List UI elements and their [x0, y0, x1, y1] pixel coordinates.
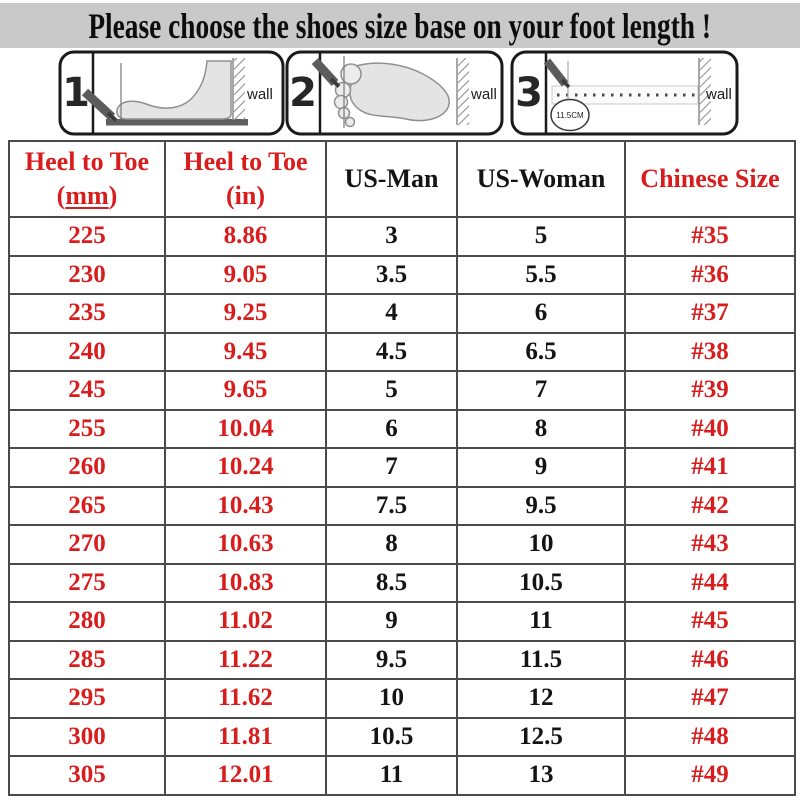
- size-cell: 10.63: [165, 525, 326, 564]
- column-header: US-Woman: [457, 141, 625, 217]
- size-cell: #45: [625, 602, 795, 641]
- size-cell: 8.86: [165, 217, 326, 256]
- size-row: [9, 448, 795, 487]
- size-cell: 7: [326, 448, 457, 487]
- measure-step-1-diagram: [60, 52, 283, 134]
- size-cell: 7.5: [326, 487, 457, 526]
- size-row: [9, 410, 795, 449]
- size-chart-header: [9, 141, 795, 217]
- step-1-number: 1: [62, 70, 90, 116]
- size-cell: 4.5: [326, 333, 457, 372]
- size-cell: 10.5: [457, 564, 625, 603]
- size-row: [9, 525, 795, 564]
- size-cell: 9.05: [165, 256, 326, 295]
- size-cell: 10.83: [165, 564, 326, 603]
- size-chart-body: [9, 217, 795, 795]
- size-cell: 11.5: [457, 641, 625, 680]
- column-header: US-Man: [326, 141, 457, 217]
- size-row: [9, 256, 795, 295]
- size-cell: #46: [625, 641, 795, 680]
- size-row: [9, 679, 795, 718]
- size-cell: #35: [625, 217, 795, 256]
- size-row: [9, 602, 795, 641]
- wall-label: wall: [706, 86, 732, 103]
- size-cell: 3: [326, 217, 457, 256]
- header-row: [9, 141, 795, 217]
- size-cell: 9: [326, 602, 457, 641]
- size-cell: #49: [625, 756, 795, 795]
- size-row: [9, 487, 795, 526]
- size-cell: 11.81: [165, 718, 326, 757]
- size-cell: 4: [326, 294, 457, 333]
- size-cell: 5: [457, 217, 625, 256]
- size-chart-table: [8, 140, 796, 796]
- size-cell: 6: [326, 410, 457, 449]
- size-cell: 10: [457, 525, 625, 564]
- ground-icon: [106, 119, 248, 126]
- size-cell: 8.5: [326, 564, 457, 603]
- size-cell: 8: [457, 410, 625, 449]
- size-cell: 240: [9, 333, 165, 372]
- size-row: [9, 718, 795, 757]
- size-cell: 295: [9, 679, 165, 718]
- size-cell: #44: [625, 564, 795, 603]
- size-cell: #42: [625, 487, 795, 526]
- size-cell: 9.5: [457, 487, 625, 526]
- size-cell: 235: [9, 294, 165, 333]
- size-row: [9, 564, 795, 603]
- size-cell: 10.5: [326, 718, 457, 757]
- measure-value-label: 11.5CM: [556, 111, 584, 120]
- size-row: [9, 294, 795, 333]
- size-row: [9, 333, 795, 372]
- size-cell: 10.24: [165, 448, 326, 487]
- step-3-number: 3: [515, 70, 543, 116]
- size-cell: 12: [457, 679, 625, 718]
- size-cell: 5.5: [457, 256, 625, 295]
- size-cell: 300: [9, 718, 165, 757]
- wall-label: wall: [247, 86, 273, 103]
- toe-icon: [335, 96, 348, 109]
- size-cell: 305: [9, 756, 165, 795]
- size-row: [9, 217, 795, 256]
- size-cell: 255: [9, 410, 165, 449]
- size-cell: #43: [625, 525, 795, 564]
- size-row: [9, 641, 795, 680]
- title-banner: [0, 3, 800, 48]
- size-cell: 7: [457, 371, 625, 410]
- measure-step-3-diagram: [512, 52, 737, 134]
- size-row: [9, 756, 795, 795]
- size-cell: 6: [457, 294, 625, 333]
- size-cell: #40: [625, 410, 795, 449]
- page-title: Please choose the shoes size base on your foot length !: [88, 5, 712, 46]
- size-cell: #47: [625, 679, 795, 718]
- size-cell: 6.5: [457, 333, 625, 372]
- size-cell: 11.02: [165, 602, 326, 641]
- size-cell: 9.45: [165, 333, 326, 372]
- size-cell: 260: [9, 448, 165, 487]
- size-cell: 245: [9, 371, 165, 410]
- size-cell: 11.22: [165, 641, 326, 680]
- size-cell: 225: [9, 217, 165, 256]
- size-cell: 265: [9, 487, 165, 526]
- wall-hatch-icon: [458, 58, 469, 125]
- size-cell: 12.5: [457, 718, 625, 757]
- wall-label: wall: [471, 86, 497, 103]
- size-cell: 13: [457, 756, 625, 795]
- size-cell: #48: [625, 718, 795, 757]
- column-header: Heel to Toe (in): [165, 141, 326, 217]
- size-cell: 10.04: [165, 410, 326, 449]
- column-header: Heel to Toe (mm): [9, 141, 165, 217]
- size-cell: #37: [625, 294, 795, 333]
- wall-hatch-icon: [234, 58, 245, 120]
- size-cell: 9: [457, 448, 625, 487]
- step-2-number: 2: [289, 70, 317, 116]
- size-cell: 5: [326, 371, 457, 410]
- measurement-instructions: [0, 48, 800, 143]
- size-cell: 10.43: [165, 487, 326, 526]
- size-cell: #39: [625, 371, 795, 410]
- column-header: Chinese Size: [625, 141, 795, 217]
- measure-step-2-diagram: [287, 52, 502, 134]
- size-cell: #38: [625, 333, 795, 372]
- size-cell: 11: [457, 602, 625, 641]
- size-cell: #41: [625, 448, 795, 487]
- size-cell: 10: [326, 679, 457, 718]
- size-cell: #36: [625, 256, 795, 295]
- size-cell: 3.5: [326, 256, 457, 295]
- size-cell: 11: [326, 756, 457, 795]
- size-cell: 9.65: [165, 371, 326, 410]
- size-cell: 280: [9, 602, 165, 641]
- size-cell: 8: [326, 525, 457, 564]
- size-cell: 285: [9, 641, 165, 680]
- size-cell: 12.01: [165, 756, 326, 795]
- size-cell: 11.62: [165, 679, 326, 718]
- size-cell: 230: [9, 256, 165, 295]
- size-cell: 275: [9, 564, 165, 603]
- size-cell: 9.25: [165, 294, 326, 333]
- size-cell: 9.5: [326, 641, 457, 680]
- size-cell: 270: [9, 525, 165, 564]
- size-row: [9, 371, 795, 410]
- toe-icon: [346, 118, 355, 127]
